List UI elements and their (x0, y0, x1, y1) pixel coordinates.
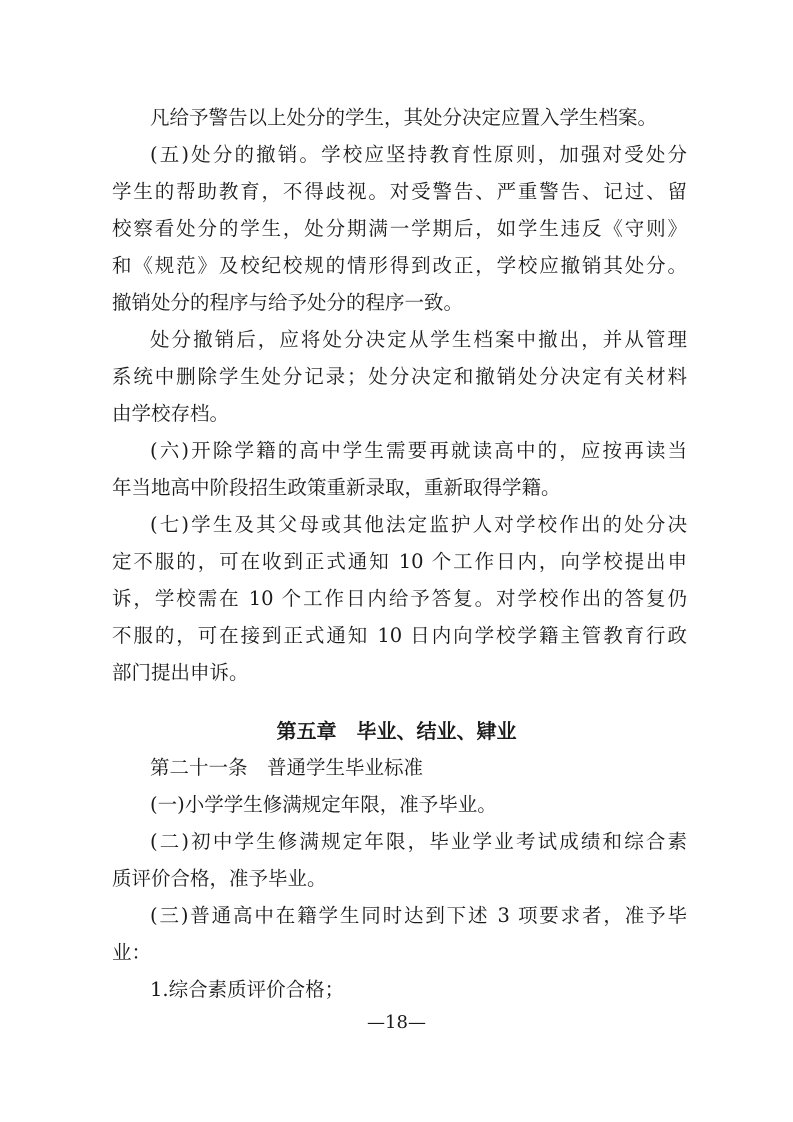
text-line-18: (一)小学学生修满规定年限，准予毕业。 (150, 793, 497, 816)
text-line-6: 撤销处分的程序与给予处分的程序一致。 (112, 291, 464, 314)
text-line-5: 和《规范》及校纪校规的情形得到改正，学校应撤销其处分。 (112, 254, 687, 277)
text-line-9: 由学校存档。 (112, 402, 230, 425)
text-line-11: 年当地高中阶段招生政策重新录取，重新取得学籍。 (112, 476, 561, 499)
text-line-19: (二)初中学生修满规定年限，毕业学业考试成绩和综合素 (150, 830, 687, 853)
text-line-2: (五)处分的撤销。学校应坚持教育性原则，加强对受处分 (150, 143, 687, 166)
article-title: 第二十一条 普通学生毕业标准 (150, 756, 424, 779)
text-line-13: 定不服的，可在收到正式通知 10 个工作日内，向学校提出申 (112, 550, 687, 573)
text-line-7: 处分撤销后，应将处分决定从学生档案中撤出，并从管理 (150, 328, 687, 351)
text-line-10: (六)开除学籍的高中学生需要再就读高中的，应按再读当 (150, 439, 687, 462)
text-line-22: 业： (112, 941, 152, 964)
chapter-heading: 第五章 毕业、结业、肄业 (276, 719, 517, 743)
text-line-16: 部门提出申诉。 (112, 661, 249, 684)
text-line-4: 校察看处分的学生，处分期满一学期后，如学生违反《守则》 (112, 217, 687, 240)
text-line-15: 不服的，可在接到正式通知 10 日内向学校学籍主管教育行政 (112, 624, 687, 647)
text-line-12: (七)学生及其父母或其他法定监护人对学校作出的处分决 (150, 513, 687, 536)
text-line-21: (三)普通高中在籍学生同时达到下述 3 项要求者，准予毕 (150, 904, 687, 927)
text-line-20: 质评价合格，准予毕业。 (112, 867, 327, 890)
text-line-14: 诉，学校需在 10 个工作日内给予答复。对学校作出的答复仍 (112, 587, 687, 610)
text-line-1: 凡给予警告以上处分的学生，其处分决定应置入学生档案。 (150, 106, 658, 129)
text-line-8: 系统中删除学生处分记录；处分决定和撤销处分决定有关材料 (112, 365, 687, 388)
page-number: —18— (367, 1012, 426, 1033)
text-line-3: 学生的帮助教育，不得歧视。对受警告、严重警告、记过、留 (112, 180, 687, 203)
text-line-23: 1.综合素质评价合格； (150, 978, 345, 1001)
